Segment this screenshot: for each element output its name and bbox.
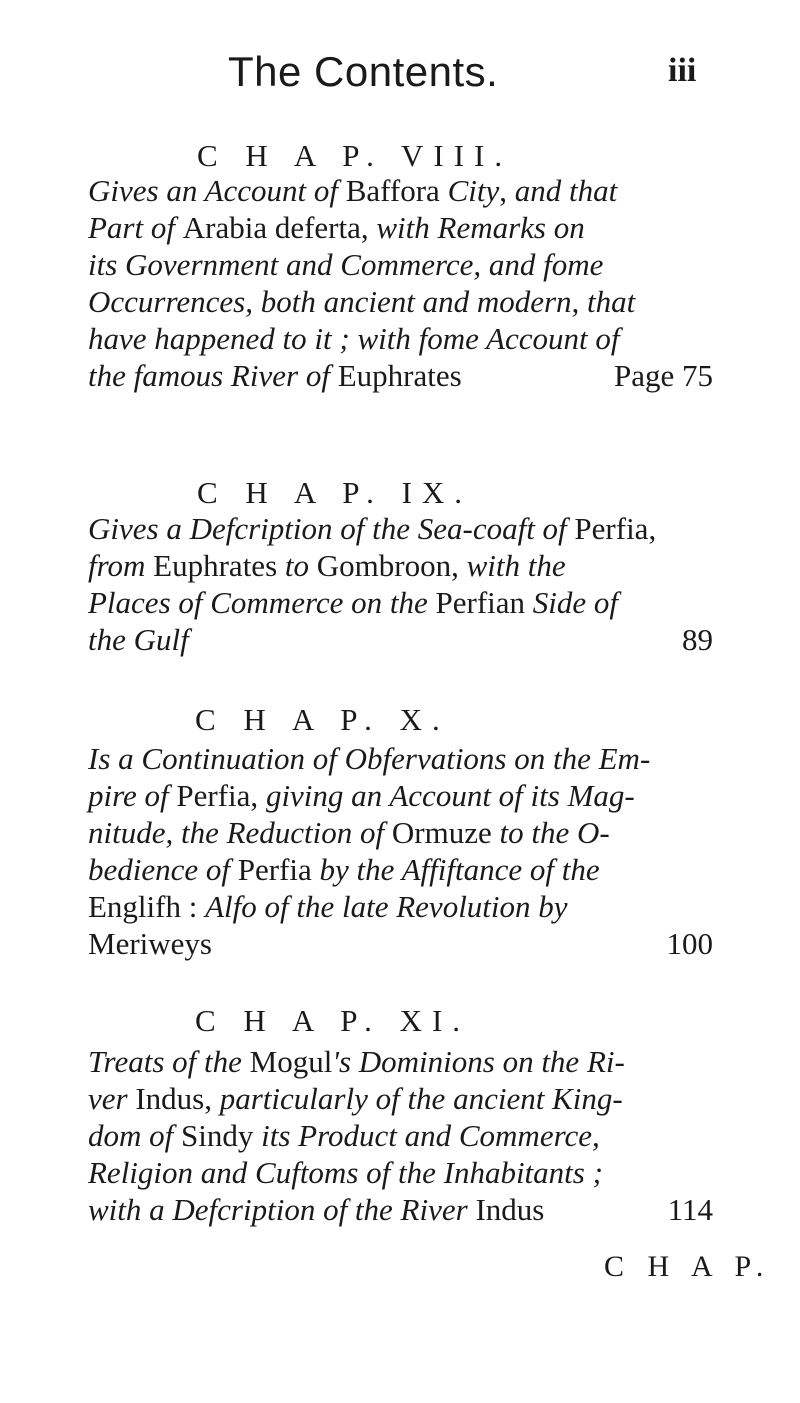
entry-text: Baffora xyxy=(345,173,440,208)
entry-text: the famous River of xyxy=(88,358,338,393)
page-reference: 100 xyxy=(666,926,713,961)
chapter-heading-11: C H A P. XI. xyxy=(195,1003,471,1038)
entry-text: have happened to it ; with fome Account of xyxy=(88,321,620,356)
page-reference: Page 75 xyxy=(613,358,713,393)
entry-line xyxy=(88,925,713,962)
entry-line xyxy=(88,1043,713,1080)
entry-text: Gives an Account of xyxy=(88,173,346,208)
entry-text: its Government and Commerce, and fome xyxy=(88,247,604,282)
entry-text: its Product and Commerce, xyxy=(261,1118,600,1153)
entry-text: from xyxy=(88,548,154,583)
entry-text: Treats of the xyxy=(88,1044,250,1079)
entry-line xyxy=(88,1154,713,1191)
entry-line xyxy=(88,584,713,621)
entry-text: bedience of xyxy=(88,852,238,887)
entry-text: with a Defcription of the River xyxy=(88,1192,476,1227)
chapter-heading-10: C H A P. X. xyxy=(195,702,450,737)
entry-line xyxy=(88,209,713,246)
entry-text: , xyxy=(499,173,515,208)
entry-text: Gombroon, xyxy=(316,548,467,583)
entry-text: Mogul xyxy=(249,1044,333,1079)
running-header xyxy=(0,40,800,110)
entry-line xyxy=(88,547,713,584)
entry-text: Sindy xyxy=(181,1118,262,1153)
entry-text: with the xyxy=(466,548,566,583)
entry-line xyxy=(88,740,713,777)
entry-text: Gives a Defcription of the Sea-coaft of xyxy=(88,511,575,546)
entry-text: dom of xyxy=(88,1118,181,1153)
entry-text: Places of Commerce on the xyxy=(88,585,436,620)
chapter-entry-10 xyxy=(88,740,713,962)
chapter-heading-8: C H A P. VIII. xyxy=(197,138,513,173)
entry-text: Ormuze xyxy=(391,815,500,850)
entry-line xyxy=(88,1191,713,1228)
entry-text: Occurrences, both ancient and modern, that xyxy=(88,284,636,319)
entry-text: Euphrates xyxy=(153,548,285,583)
entry-text: Arabia deferta, xyxy=(182,210,377,245)
chapter-entry-8 xyxy=(88,172,713,394)
entry-text: Indus, xyxy=(135,1081,220,1116)
entry-line xyxy=(88,283,713,320)
entry-text: giving an Account of its Mag- xyxy=(265,778,635,813)
entry-text: to xyxy=(284,548,317,583)
entry-text: Indus xyxy=(475,1192,545,1227)
entry-line xyxy=(88,851,713,888)
chapter-entry-9 xyxy=(88,510,713,658)
entry-text: Perfia xyxy=(237,852,320,887)
entry-line xyxy=(88,320,713,357)
entry-text: pire of xyxy=(88,778,177,813)
entry-line xyxy=(88,814,713,851)
entry-text: Meriweys xyxy=(88,926,212,961)
page-number: iii xyxy=(668,52,697,89)
entry-text: and that xyxy=(514,173,618,208)
entry-line xyxy=(88,510,713,547)
entry-line xyxy=(88,172,713,209)
entry-text: by the Affiftance of the xyxy=(319,852,600,887)
catchword: C H A P. xyxy=(604,1250,772,1283)
entry-text: Perfian xyxy=(435,585,533,620)
chapter-entry-11 xyxy=(88,1043,713,1228)
entry-text: Part of xyxy=(88,210,183,245)
entry-text: Englifh : xyxy=(88,889,206,924)
entry-line xyxy=(88,1080,713,1117)
page-reference: 114 xyxy=(667,1192,713,1227)
entry-text: ver xyxy=(88,1081,136,1116)
entry-text: Euphrates xyxy=(337,358,462,393)
entry-text: Perfia, xyxy=(574,511,657,546)
entry-text: Alfo of the late Revolution by xyxy=(205,889,568,924)
entry-text: 's Dominions on the Ri- xyxy=(332,1044,625,1079)
entry-line xyxy=(88,888,713,925)
entry-text: Perfia, xyxy=(176,778,266,813)
chapter-heading-9: C H A P. IX. xyxy=(197,475,473,510)
entry-line xyxy=(88,777,713,814)
page-title: The Contents. xyxy=(228,48,499,95)
entry-text: Religion and Cuftoms of the Inhabitants ; xyxy=(88,1155,603,1190)
page-reference: 89 xyxy=(682,622,713,657)
entry-line xyxy=(88,621,713,658)
entry-text: Is a Continuation of Obfervations on the Em- xyxy=(88,741,651,776)
entry-text: to the O- xyxy=(499,815,610,850)
entry-text: with Remarks on xyxy=(376,210,585,245)
entry-line xyxy=(88,1117,713,1154)
entry-text: City xyxy=(439,173,500,208)
entry-text: the Gulf xyxy=(88,622,189,657)
entry-line xyxy=(88,246,713,283)
entry-text: nitude, the Reduction of xyxy=(88,815,392,850)
entry-line xyxy=(88,357,713,394)
entry-text: particularly of the ancient King- xyxy=(219,1081,623,1116)
entry-text: Side of xyxy=(532,585,619,620)
